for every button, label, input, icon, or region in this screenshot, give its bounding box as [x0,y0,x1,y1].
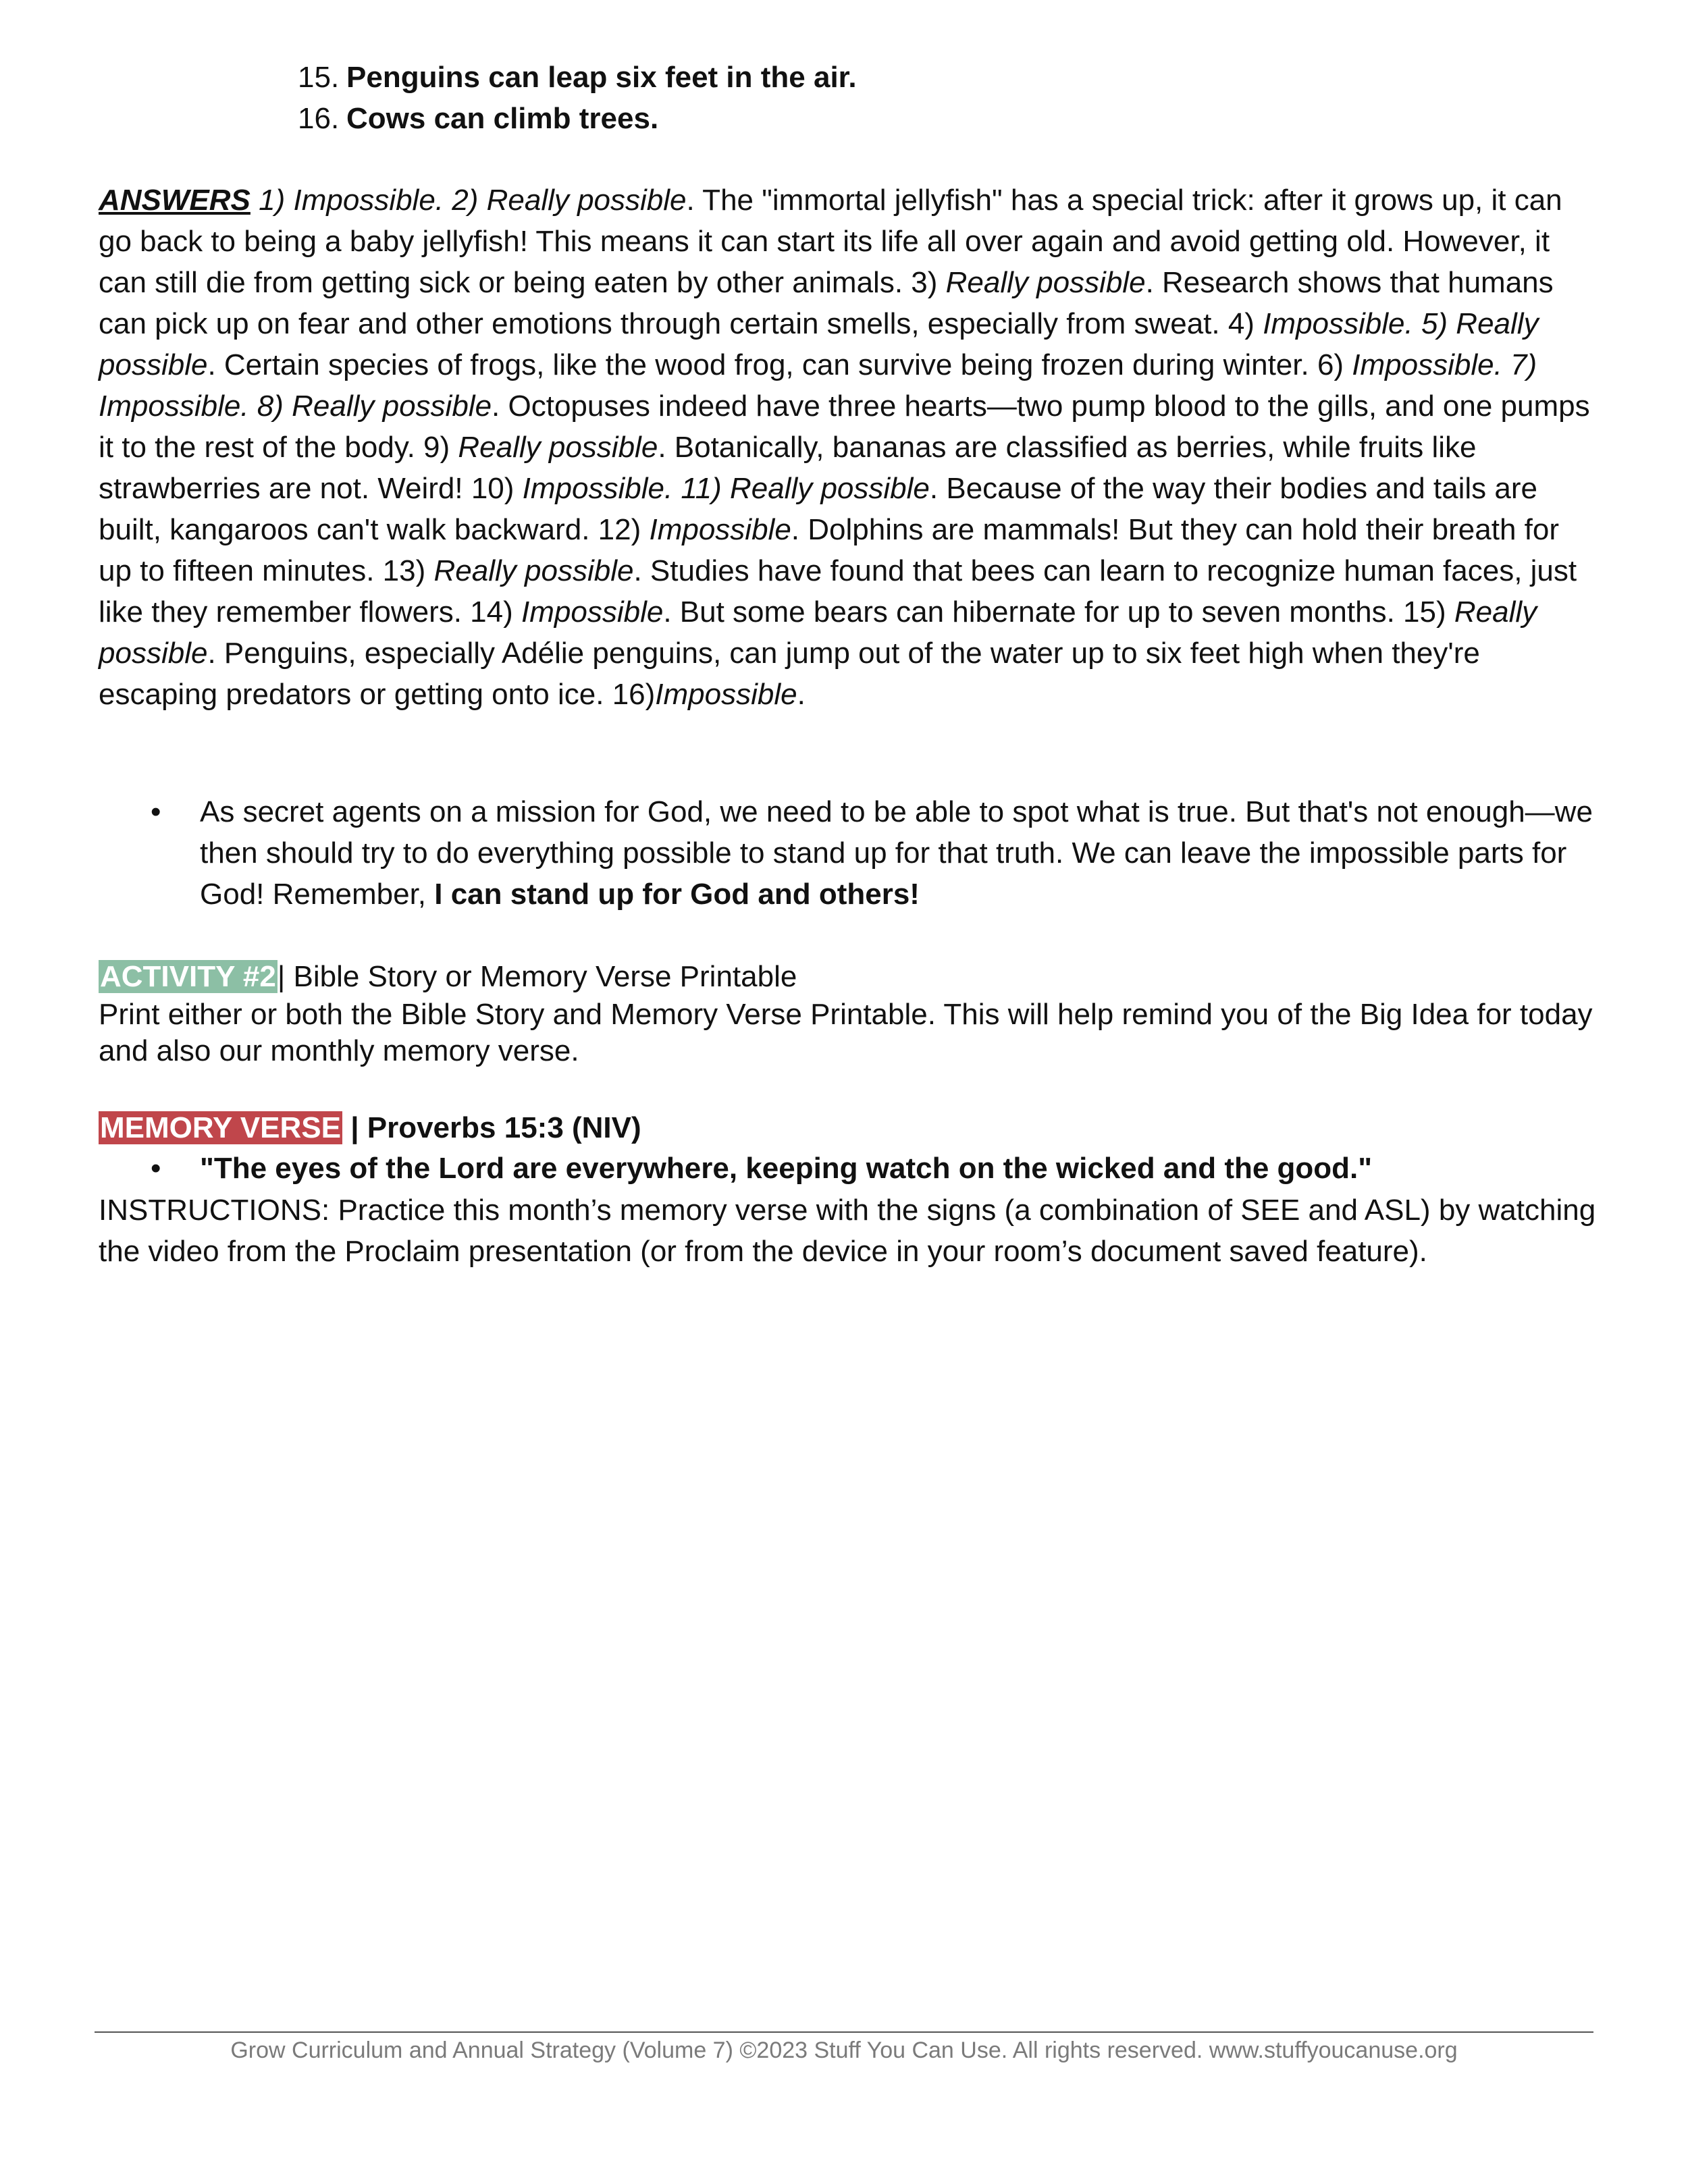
answers-text: . Botanically, bananas are classified as berries, while fruits like strawberries are not. Weird! 10) [99,431,1477,505]
answer-verdict: Really possible [945,266,1146,299]
answers-text: . Octopuses indeed have three hearts—two pump blood to the gills, and one pumps it to the rest of the body. 9) [99,390,1590,464]
answers-heading: ANSWERS [99,184,250,217]
activity-heading [99,956,1599,997]
answer-verdict: Impossible. 7) Impossible. 8) Really possible [99,348,1537,423]
answer-verdict: Impossible [521,595,664,629]
answers-text: . Research shows that humans can pick up on fear and other emotions through certain smells, especially from sweat. 4) [99,266,1554,340]
answer-verdict: Impossible [655,678,797,711]
verse-reference: Proverbs 15:3 (NIV) [367,1111,641,1144]
memory-verse-heading [99,1107,1599,1148]
answer-verdict: 1) Impossible. 2) Really possible [259,184,687,217]
answers-text: . Penguins, especially Adélie penguins, can jump out of the water up to six feet high when they're escaping predators or getting onto ice. 16) [99,637,1480,711]
answer-verdict: Impossible. 5) Really possible [99,307,1539,381]
heading-separator: | [342,1111,367,1144]
answers-text: . Because of the way their bodies and tails are built, kangaroos can't walk backward. 12) [99,472,1537,546]
activity-title: Bible Story or Memory Verse Printable [293,960,797,993]
answers-text: . [797,678,806,711]
heading-separator: | [277,960,294,993]
answers-text: . But some bears can hibernate for up to seven months. 15) [663,595,1454,629]
answers-text: . Dolphins are mammals! But they can hold their breath for up to fifteen minutes. 13) [99,513,1560,587]
bullet-icon: • [151,795,161,828]
agents-bullet-list [99,791,1599,915]
big-idea-text: I can stand up for God and others! [434,878,920,911]
list-item [99,1148,1599,1189]
list-item [298,98,857,139]
list-number: 15. [298,61,340,94]
answer-verdict: Really possible [99,595,1537,670]
list-item [99,791,1599,915]
verse-bullet-list [99,1148,1599,1189]
copyright-footer: Grow Curriculum and Annual Strategy (Volume 7) ©2023 Stuff You Can Use. All rights reserved. www.stuffyoucanuse.org [230,2037,1458,2063]
verse-text: "The eyes of the Lord are everywhere, keeping watch on the wicked and the good." [200,1152,1373,1185]
answer-verdict: Impossible. 11) Really possible [522,472,930,505]
question-text: Penguins can leap six feet in the air. [346,61,857,94]
answers-text [250,184,259,217]
answers-text: . Certain species of frogs, like the wood frog, can survive being frozen during winter. 6) [207,348,1352,381]
answers-paragraph [99,180,1599,715]
activity-tag: ACTIVITY #2 [100,960,276,993]
bullet-text: As secret agents on a mission for God, we need to be able to spot what is true. But that's not enough—we then should try to do everything possible to stand up for that truth. We can leave the impossible parts for God! Remember, [200,795,1593,911]
list-item [298,57,857,98]
question-list [298,57,857,139]
answers-text: . The "immortal jellyfish" has a special trick: after it grows up, it can go back to being a baby jellyfish! This means it can start its life all over again and avoid getting old. However, it can still die from getting sick or being eaten by other animals. 3) [99,184,1562,299]
verse-instructions: INSTRUCTIONS: Practice this month’s memory verse with the signs (a combination of SEE and ASL) by watching the video from the Proclaim presentation (or from the device in your room’s document saved feature). [99,1194,1596,1268]
activity-description: Print either or both the Bible Story and Memory Verse Printable. This will help remind you of the Big Idea for today and also our monthly memory verse. [99,998,1593,1067]
answers-text: . Studies have found that bees can learn to recognize human faces, just like they remember flowers. 14) [99,554,1577,629]
answer-verdict: Impossible [649,513,791,546]
answer-verdict: Really possible [458,431,658,464]
memory-verse-tag: MEMORY VERSE [100,1111,341,1144]
bullet-icon: • [151,1152,161,1185]
question-text: Cows can climb trees. [346,102,659,135]
footer-divider [95,2031,1593,2033]
answer-verdict: Really possible [433,554,634,587]
list-number: 16. [298,102,340,135]
